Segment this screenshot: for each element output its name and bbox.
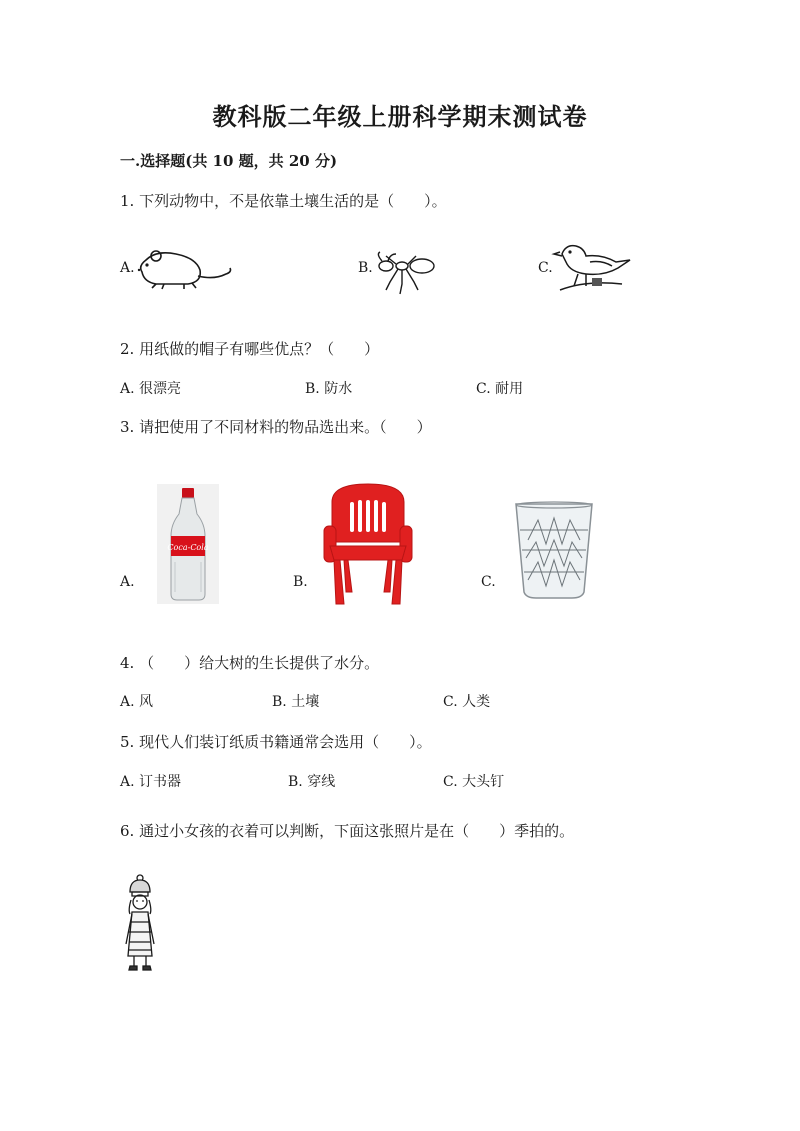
question-4: 4. （ ）给大树的生长提供了水分。 <box>120 654 380 672</box>
question-5: 5. 现代人们装订纸质书籍通常会选用（ ）。 <box>120 733 432 751</box>
glass-cup-icon <box>512 500 596 600</box>
q5-option-c[interactable]: C. 大头钉 <box>443 774 505 790</box>
q3-option-c[interactable]: C. <box>481 574 496 590</box>
question-1: 1. 下列动物中，不是依靠土壤生活的是（ ）。 <box>120 192 447 210</box>
q2-option-c[interactable]: C. 耐用 <box>476 381 524 397</box>
q4-option-a[interactable]: A. 风 <box>120 694 154 710</box>
bottle-label-text: Coca-Cola <box>167 543 209 552</box>
q5-option-b[interactable]: B. 穿线 <box>288 774 336 790</box>
section-heading: 一.选择题(共 10 题，共 20 分) <box>120 152 338 170</box>
ant-icon <box>374 250 438 296</box>
q1-option-b[interactable]: B. <box>358 260 373 276</box>
q4-option-b[interactable]: B. 土壤 <box>272 694 320 710</box>
plastic-chair-icon <box>322 480 414 606</box>
soda-bottle-icon <box>157 484 219 604</box>
q5-option-a[interactable]: A. 订书器 <box>120 774 182 790</box>
q2-option-b[interactable]: B. 防水 <box>305 381 353 397</box>
question-2: 2. 用纸做的帽子有哪些优点？（ ） <box>120 340 380 358</box>
mouse-icon <box>134 246 234 292</box>
page-title: 教科版二年级上册科学期末测试卷 <box>212 102 588 131</box>
q1-option-c[interactable]: C. <box>538 260 553 276</box>
question-3: 3. 请把使用了不同材料的物品选出来。（ ） <box>120 418 432 436</box>
q3-option-a[interactable]: A. <box>120 574 135 590</box>
q4-option-c[interactable]: C. 人类 <box>443 694 491 710</box>
bird-icon <box>556 240 632 296</box>
question-6: 6. 通过小女孩的衣着可以判断，下面这张照片是在（ ）季拍的。 <box>120 822 575 840</box>
girl-in-winter-clothes-icon <box>122 874 158 974</box>
q2-option-a[interactable]: A. 很漂亮 <box>120 381 182 397</box>
q1-option-a[interactable]: A. <box>120 260 135 276</box>
q3-option-b[interactable]: B. <box>293 574 308 590</box>
